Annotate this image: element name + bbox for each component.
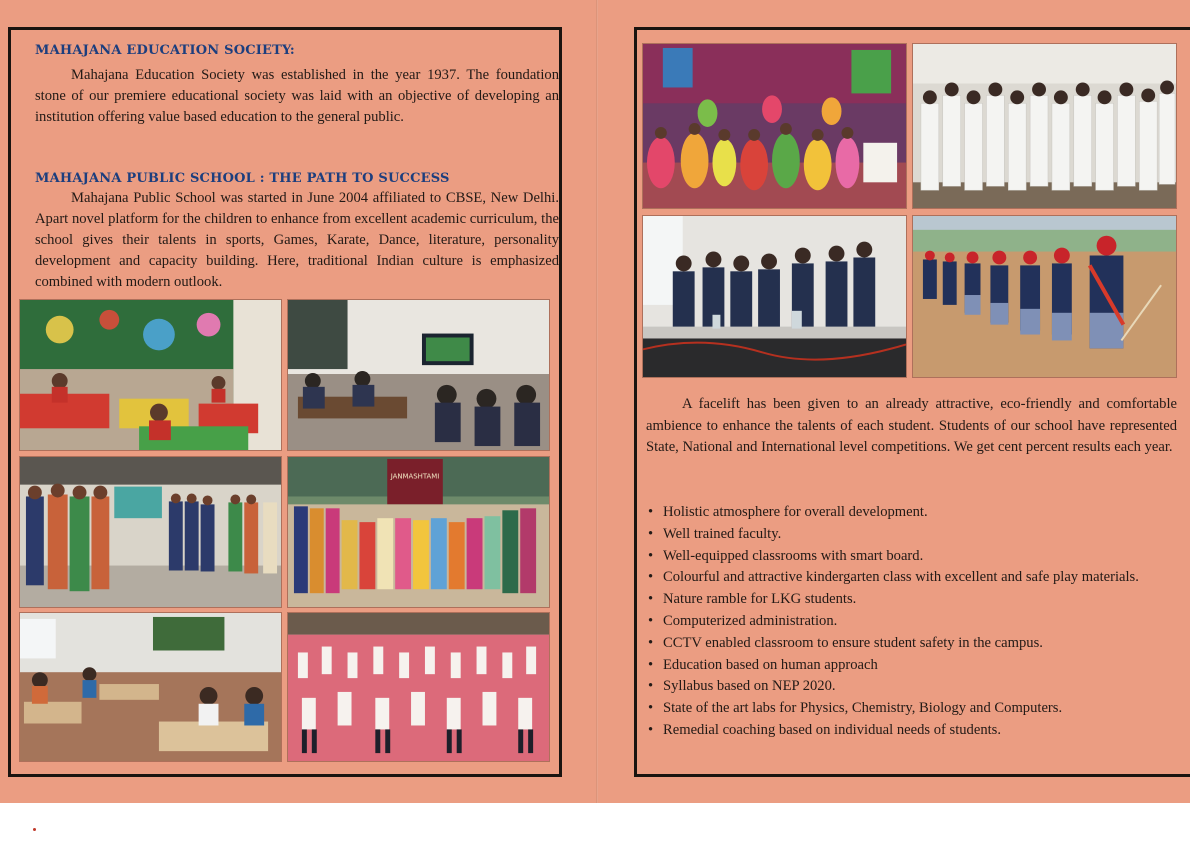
- list-item: • Syllabus based on NEP 2020.: [646, 676, 1178, 698]
- photo-janmashtami-celebration: [287, 456, 550, 608]
- photo-yoga-session: [287, 612, 550, 762]
- janmashtami-banner-text: JANMASHTAMI: [390, 472, 440, 481]
- list-item: • CCTV enabled classroom to ensure student safety in the campus.: [646, 633, 1178, 655]
- list-item: • Colourful and attractive kindergarten class with excellent and safe play materials.: [646, 567, 1178, 589]
- facelift-paragraph: A facelift has been given to an already attractive, eco-friendly and comfortable ambience to enhance the talents of each student. Students of our school have represented State, National and International level competitions. We get cent percent results each year.: [646, 396, 1177, 455]
- school-heading: MAHAJANA PUBLIC SCHOOL : THE PATH TO SUCCESS: [35, 171, 450, 186]
- society-paragraph: Mahajana Education Society was established in the year 1937. The foundation stone of our premiere educational society was laid with an objective of developing an institution offering value based education to the general public.: [35, 67, 559, 125]
- list-item: • Well-equipped classrooms with smart board.: [646, 546, 1178, 568]
- photo-primary-classroom: [19, 612, 282, 762]
- center-fold: [596, 0, 598, 803]
- society-heading: MAHAJANA EDUCATION SOCIETY:: [35, 43, 295, 58]
- list-item: • Well trained faculty.: [646, 524, 1178, 546]
- school-paragraph: Mahajana Public School was started in June 2004 affiliated to CBSE, New Delhi. Apart novel platform for the children to enhance from excellent academic curriculum, the school gives their talents in sports, Games, Karate, Dance, literature, personality development and capacity building. Here, traditional Indian culture is emphasized combined with modern outlook.: [35, 190, 559, 290]
- list-item: • Holistic atmosphere for overall development.: [646, 502, 1178, 524]
- photo-march-past-parade: [912, 215, 1177, 378]
- photo-fruit-costume-kids: [642, 43, 907, 209]
- features-list: [646, 502, 1178, 742]
- photo-group-event: [19, 456, 282, 608]
- list-item: • Nature ramble for LKG students.: [646, 589, 1178, 611]
- photo-smart-classroom: [287, 299, 550, 451]
- list-item: • Computerized administration.: [646, 611, 1178, 633]
- scan-speck: [33, 828, 36, 831]
- photo-karate-students: [912, 43, 1177, 209]
- list-item: • Education based on human approach: [646, 655, 1178, 677]
- photo-kindergarten-class: [19, 299, 282, 451]
- list-item: • Remedial coaching based on individual needs of students.: [646, 720, 1178, 742]
- list-item: • State of the art labs for Physics, Chemistry, Biology and Computers.: [646, 698, 1178, 720]
- photo-science-lab: [642, 215, 907, 378]
